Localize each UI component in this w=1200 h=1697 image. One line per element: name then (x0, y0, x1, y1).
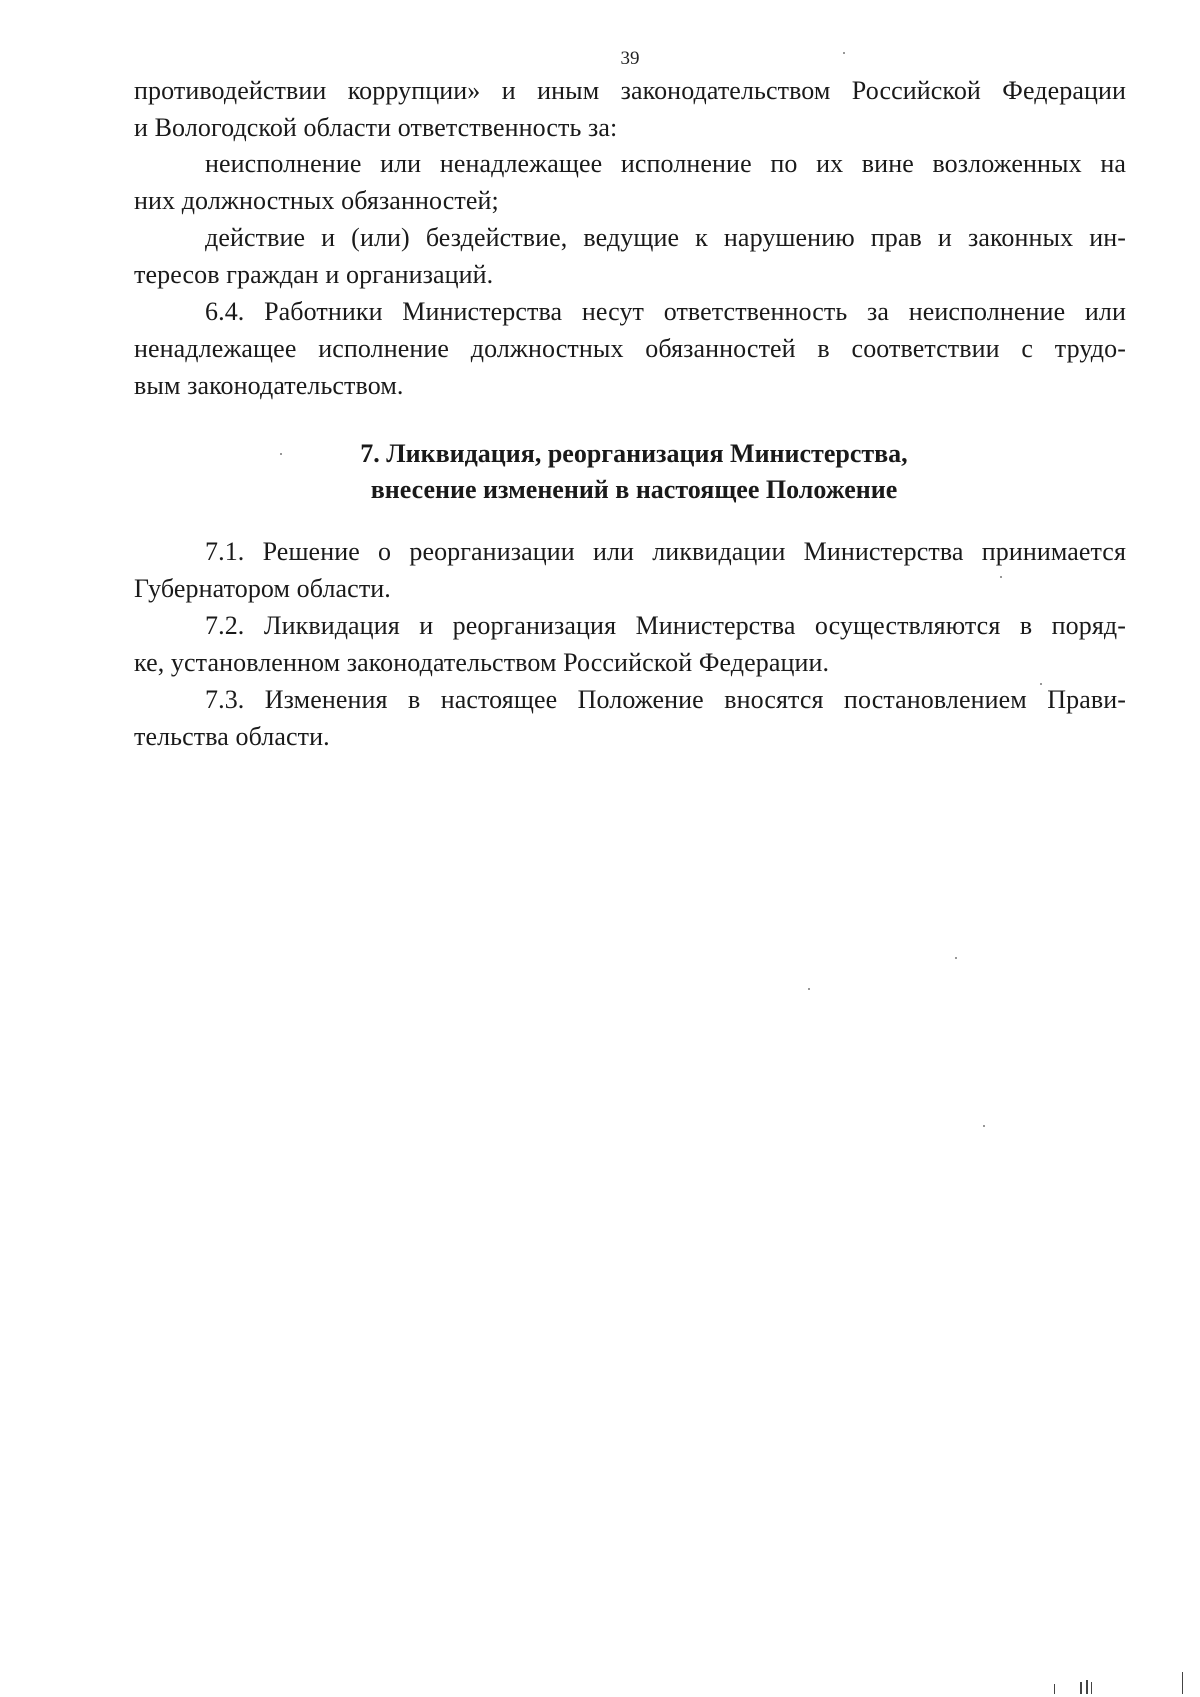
text-line: 6.4. Работники Министерства несут ответственность за неисполнение или (205, 297, 1126, 326)
scan-edge-mark (1086, 1680, 1088, 1694)
page-number: 39 (620, 48, 640, 69)
text-line: 7.1. Решение о реорганизации или ликвидации Министерства принимается (205, 537, 1126, 566)
scan-edge-mark (1054, 1684, 1055, 1694)
text-line: ненадлежащее исполнение должностных обязанностей в соответствии с трудо- (134, 334, 1126, 363)
text-line: ке, установленном законодательством Российской Федерации. (134, 648, 830, 677)
scan-speck (280, 453, 282, 455)
scan-edge-mark (1182, 1672, 1183, 1694)
scan-speck (1040, 683, 1042, 685)
text-line: вым законодательством. (134, 371, 404, 400)
scan-edge-mark (1080, 1682, 1082, 1694)
scan-speck (1000, 576, 1002, 578)
text-line: 7.3. Изменения в настоящее Положение вносятся постановлением Прави- (205, 685, 1126, 714)
text-line: тересов граждан и организаций. (134, 260, 494, 289)
text-line: противодействии коррупции» и иным законодательством Российской Федерации (134, 76, 1126, 105)
scan-speck (983, 1125, 985, 1127)
text-line: действие и (или) бездействие, ведущие к нарушению прав и законных ин- (205, 223, 1126, 252)
scan-edge-mark (1091, 1682, 1092, 1694)
scan-speck (843, 52, 845, 54)
text-line: 7.2. Ликвидация и реорганизация Министерства осуществляются в поряд- (205, 611, 1126, 640)
heading-line: внесение изменений в настоящее Положение (370, 475, 898, 504)
text-line: неисполнение или ненадлежащее исполнение по их вине возложенных на (205, 149, 1126, 178)
scan-speck (808, 988, 810, 990)
scan-speck (955, 957, 957, 959)
heading-line: 7. Ликвидация, реорганизация Министерства, (360, 439, 908, 468)
text-line: тельства области. (134, 722, 330, 751)
text-line: и Вологодской области ответственность за: (134, 113, 618, 142)
text-line: них должностных обязанностей; (134, 186, 499, 215)
text-line: Губернатором области. (134, 574, 391, 603)
